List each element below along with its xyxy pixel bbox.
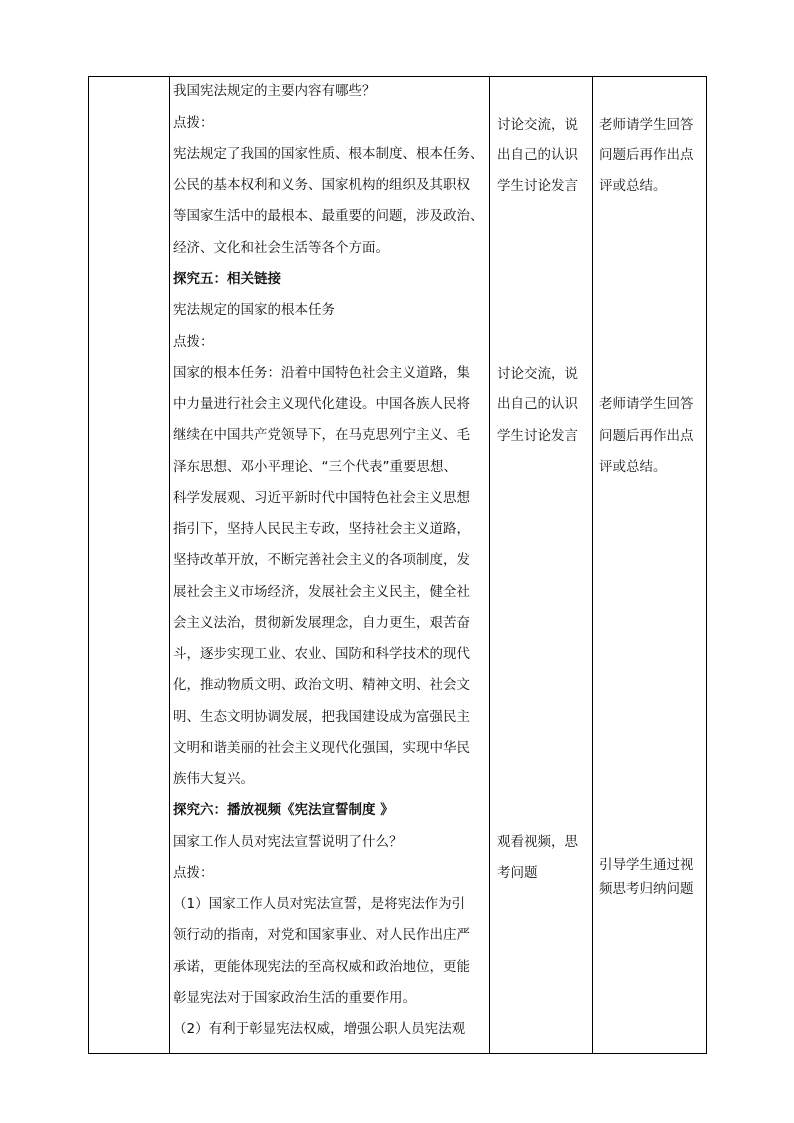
content-line: 等国家生活中的最根本、最重要的问题，涉及政治、 bbox=[173, 208, 484, 224]
content-line: （2）有利于彰显宪法权威，增强公职人员宪法观 bbox=[173, 1021, 466, 1037]
content-line: 继续在中国共产党领导下，在马克思列宁主义、毛 bbox=[173, 427, 470, 443]
content-line: 指引下，坚持人民民主专政，坚持社会主义道路， bbox=[173, 521, 470, 537]
content-line: 族伟大复兴。 bbox=[173, 771, 254, 787]
design-intent-column bbox=[599, 77, 707, 1053]
content-line: 中力量进行社会主义现代化建设。中国各族人民将 bbox=[173, 396, 470, 412]
content-line: 经济、文化和社会生活等各个方面。 bbox=[173, 240, 389, 256]
content-line: 科学发展观、习近平新时代中国特色社会主义思想 bbox=[173, 490, 470, 506]
content-line: 斗，逐步实现工业、农业、国防和科学技术的现代 bbox=[173, 646, 470, 662]
student-activity-line: 出自己的认识 bbox=[497, 396, 578, 412]
content-line: 明、生态文明协调发展，把我国建设成为富强民主 bbox=[173, 709, 470, 725]
content-line: 承诺，更能体现宪法的至高权威和政治地位，更能 bbox=[173, 959, 470, 975]
content-line: 彰显宪法对于国家政治生活的重要作用。 bbox=[173, 990, 416, 1006]
teaching-content-column bbox=[173, 77, 491, 1053]
design-intent-line: 老师请学生回答 bbox=[599, 117, 694, 133]
content-line: 坚持改革开放，不断完善社会主义的各项制度，发 bbox=[173, 552, 470, 568]
design-intent-line: 评或总结。 bbox=[599, 459, 667, 475]
content-line: 化，推动物质文明、政治文明、精神文明、社会文 bbox=[173, 677, 470, 693]
content-line: 文明和谐美丽的社会主义现代化强国，实现中华民 bbox=[173, 740, 470, 756]
student-activity-line: 考问题 bbox=[497, 865, 538, 881]
design-intent-line: 老师请学生回答 bbox=[599, 396, 694, 412]
content-line: 国家的根本任务：沿着中国特色社会主义道路，集 bbox=[173, 365, 470, 381]
content-line: 国家工作人员对宪法宣誓说明了什么？ bbox=[173, 834, 403, 850]
content-line: 我国宪法规定的主要内容有哪些？ bbox=[173, 83, 376, 99]
student-activity-line: 观看视频，思 bbox=[497, 834, 578, 850]
content-line: （1）国家工作人员对宪法宣誓，是将宪法作为引 bbox=[173, 896, 466, 912]
student-activity-line: 出自己的认识 bbox=[497, 147, 578, 163]
content-line: 宪法规定了我国的国家性质、根本制度、根本任务、 bbox=[173, 146, 484, 162]
design-intent-line: 频思考归纳问题 bbox=[599, 881, 694, 897]
content-line: 领行动的指南，对党和国家事业、对人民作出庄严 bbox=[173, 927, 470, 943]
lesson-plan-table bbox=[88, 76, 707, 1054]
student-activity-line: 讨论交流，说 bbox=[497, 117, 578, 133]
design-intent-line: 问题后再作出点 bbox=[599, 147, 694, 163]
content-line: 点拨： bbox=[173, 115, 214, 131]
content-line: 展社会主义市场经济，发展社会主义民主，健全社 bbox=[173, 584, 470, 600]
content-line: 探究六：播放视频《宪法宣誓制度 》 bbox=[173, 802, 394, 818]
student-activity-line: 学生讨论发言 bbox=[497, 428, 578, 444]
content-line: 探究五：相关链接 bbox=[173, 271, 281, 287]
content-line: 点拨： bbox=[173, 334, 214, 350]
student-activity-line: 讨论交流，说 bbox=[497, 366, 578, 382]
content-line: 会主义法治，贯彻新发展理念，自力更生，艰苦奋 bbox=[173, 615, 470, 631]
content-line: 点拨： bbox=[173, 865, 214, 881]
student-activity-line: 学生讨论发言 bbox=[497, 178, 578, 194]
design-intent-line: 引导学生通过视 bbox=[599, 857, 694, 873]
content-line: 公民的基本权利和义务、国家机构的组织及其职权 bbox=[173, 177, 470, 193]
student-activity-column bbox=[497, 77, 593, 1053]
content-line: 泽东思想、邓小平理论、“三个代表”重要思想、 bbox=[173, 459, 457, 475]
content-line: 宪法规定的国家的根本任务 bbox=[173, 302, 335, 318]
column-divider bbox=[169, 77, 170, 1053]
design-intent-line: 评或总结。 bbox=[599, 178, 667, 194]
design-intent-line: 问题后再作出点 bbox=[599, 428, 694, 444]
